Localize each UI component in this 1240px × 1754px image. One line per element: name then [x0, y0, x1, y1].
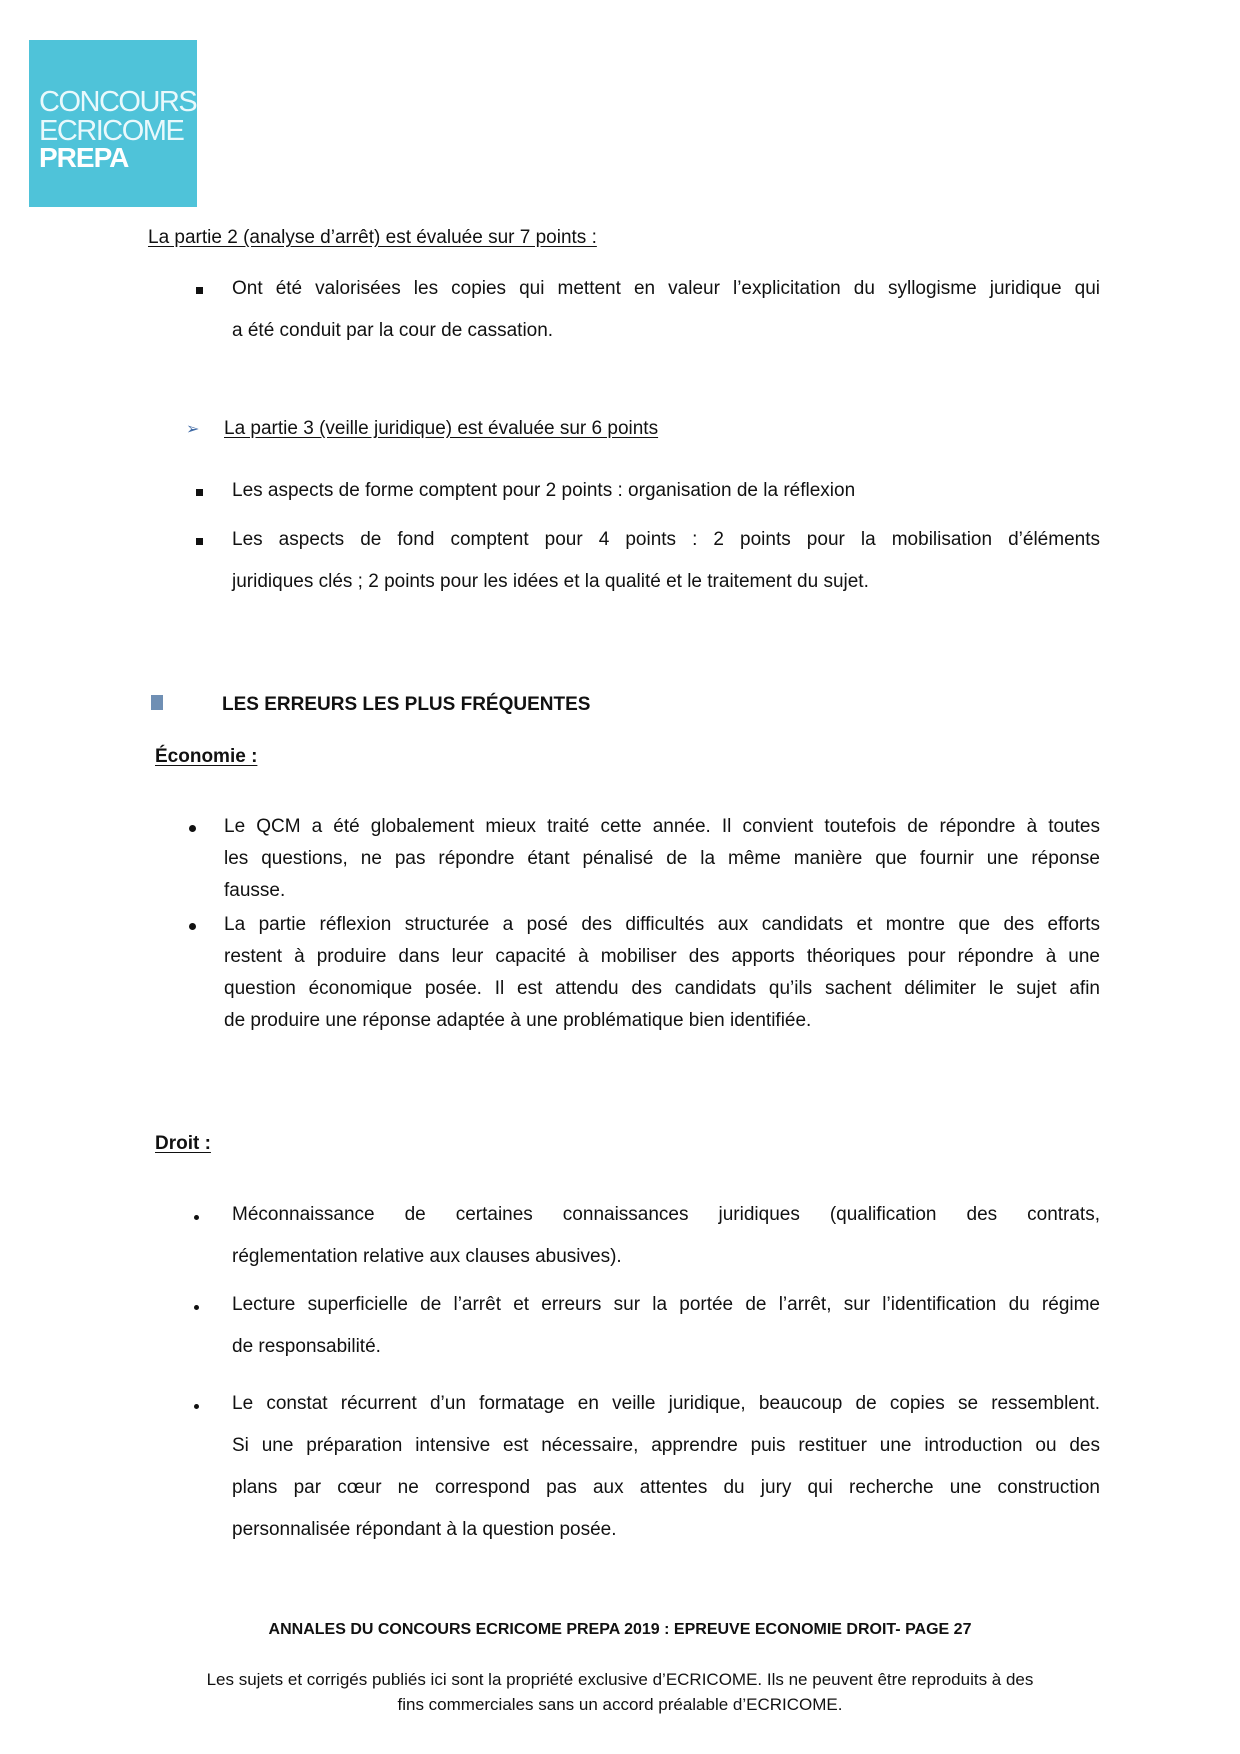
economie-bullet-2-line-4: de produire une réponse adaptée à une problématique bien identifiée. [224, 1010, 812, 1031]
square-bullet-icon [196, 287, 203, 294]
droit-bullet-3-line-4: personnalisée répondant à la question posée. [232, 1519, 617, 1540]
partie2-bullet-1-line-1: Ont été valorisées les copies qui mettent en valeur l’explicitation du syllogisme juridique qui [232, 278, 1100, 299]
partie2-heading: La partie 2 (analyse d’arrêt) est évaluée sur 7 points : [148, 227, 597, 248]
partie3-heading: La partie 3 (veille juridique) est évaluée sur 6 points [224, 418, 659, 439]
droit-bullet-3-line-1: Le constat récurrent d’un formatage en veille juridique, beaucoup de copies se ressemblent. [232, 1393, 1100, 1414]
section-title: LES ERREURS LES PLUS FRÉQUENTES [222, 694, 591, 715]
economie-heading: Économie : [155, 746, 258, 767]
square-bullet-icon [196, 538, 203, 545]
chevron-right-icon: ➢ [186, 421, 200, 438]
round-bullet-icon [189, 825, 196, 832]
ecricome-logo [29, 40, 197, 207]
partie2-bullet-1-line-2: a été conduit par la cour de cassation. [232, 320, 554, 341]
droit-bullet-3-line-3: plans par cœur ne correspond pas aux attentes du jury qui recherche une construction [232, 1477, 1100, 1498]
economie-bullet-1-line-2: les questions, ne pas répondre étant pénalisé de la même manière que fournir une réponse [224, 848, 1100, 869]
logo-line-1: CONCOURS [39, 86, 197, 118]
economie-bullet-1-line-3: fausse. [224, 880, 286, 901]
economie-bullet-1-line-1: Le QCM a été globalement mieux traité cette année. Il convient toutefois de répondre à toutes [224, 816, 1100, 837]
droit-bullet-3-line-2: Si une préparation intensive est nécessaire, apprendre puis restituer une introduction ou des [232, 1435, 1100, 1456]
footer-notice-line-2: fins commerciales sans un accord préalable d’ECRICOME. [397, 1695, 843, 1714]
droit-heading: Droit : [155, 1133, 211, 1154]
economie-bullet-2-line-3: question économique posée. Il est attendu des candidats qu’ils sachent délimiter le sujet afin [224, 978, 1100, 999]
droit-bullet-2-line-2: de responsabilité. [232, 1336, 381, 1357]
footer-title: ANNALES DU CONCOURS ECRICOME PREPA 2019 : EPREUVE ECONOMIE DROIT- PAGE 27 [268, 1621, 972, 1638]
logo-line-3: PREPA [39, 142, 129, 173]
partie3-bullet-2-line-1: Les aspects de fond comptent pour 4 points : 2 points pour la mobilisation d’éléments [232, 529, 1100, 550]
droit-bullet-1-line-1: Méconnaissance de certaines connaissances juridiques (qualification des contrats, [232, 1204, 1100, 1225]
round-bullet-icon [194, 1215, 199, 1220]
round-bullet-icon [194, 1305, 199, 1310]
footer-notice-line-1: Les sujets et corrigés publiés ici sont la propriété exclusive d’ECRICOME. Ils ne peuvent être reproduits à des [206, 1670, 1034, 1689]
economie-bullet-2-line-2: restent à produire dans leur capacité à mobiliser des apports théoriques pour répondre à une [224, 946, 1100, 967]
square-bullet-icon [196, 489, 203, 496]
round-bullet-icon [194, 1404, 199, 1409]
droit-bullet-1-line-2: réglementation relative aux clauses abusives). [232, 1246, 622, 1267]
droit-bullet-2-line-1: Lecture superficielle de l’arrêt et erreurs sur la portée de l’arrêt, sur l’identification du régime [232, 1294, 1100, 1315]
round-bullet-icon [189, 923, 196, 930]
partie3-bullet-2-line-2: juridiques clés ; 2 points pour les idées et la qualité et le traitement du sujet. [232, 571, 869, 592]
section-marker-icon [151, 695, 163, 710]
logo-line-2: ECRICOME [39, 115, 184, 147]
partie3-bullet-1-line-1: Les aspects de forme comptent pour 2 points : organisation de la réflexion [232, 480, 856, 501]
economie-bullet-2-line-1: La partie réflexion structurée a posé des difficultés aux candidats et montre que des efforts [224, 914, 1100, 935]
